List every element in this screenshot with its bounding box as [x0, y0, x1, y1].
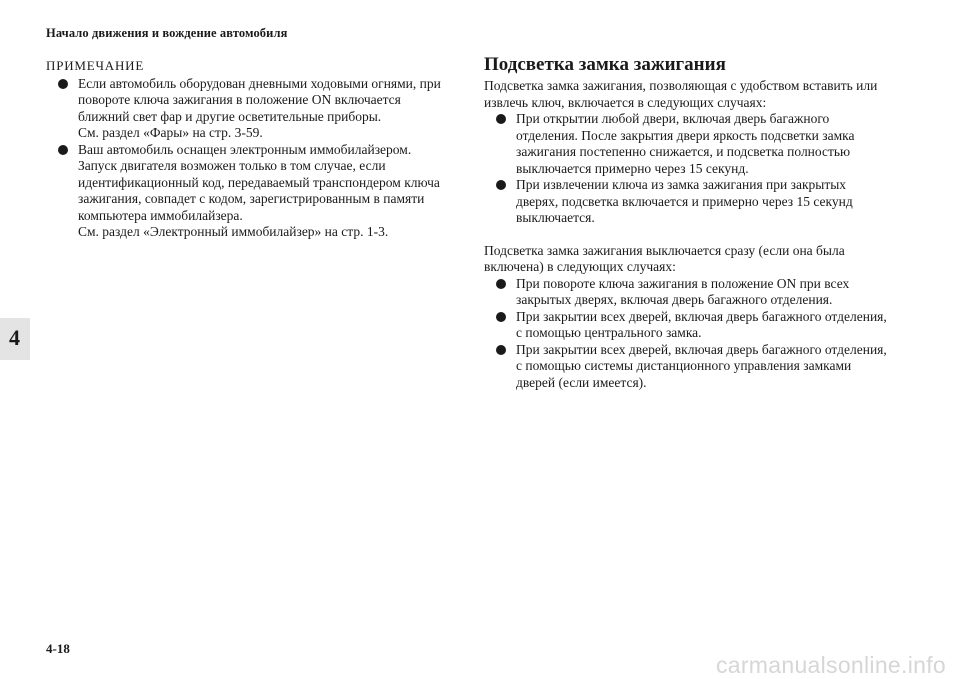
text-line: выключается примерно через 15 секунд. [516, 160, 749, 176]
text-line: дверей (если имеется). [516, 374, 647, 390]
spacer [484, 227, 896, 243]
page-number: 4-18 [46, 641, 70, 656]
text-line: Запуск двигателя возможен только в том случае, если [78, 158, 386, 173]
text-line: компьютера иммобилайзера. [78, 207, 243, 223]
note-item [46, 76, 458, 142]
bullet-icon [496, 345, 506, 355]
text-line: повороте ключа зажигания в положение ON включается [78, 92, 401, 107]
text-line: зажигания постепенно снижается, и подсветка полностью [516, 144, 851, 159]
bullet-icon [58, 145, 68, 155]
text-line: закрытых дверях, включая дверь багажного отделения. [516, 292, 833, 307]
bullet-icon [496, 312, 506, 322]
bullet-icon [496, 279, 506, 289]
off-item [484, 342, 896, 392]
text-line: зажигания, совпадет с кодом, зарегистрированным в памяти [78, 191, 425, 206]
off-paragraph [484, 243, 896, 276]
text-line: При открытии любой двери, включая дверь багажного [516, 111, 830, 126]
text-line: с помощью системы дистанционного управления замками [516, 358, 852, 373]
text-line: отделения. После закрытия двери яркость подсветки замка [516, 127, 855, 143]
text-line: Подсветка замка зажигания, позволяющая с удобством вставить или [484, 78, 878, 93]
text-line: дверях, подсветка включается и примерно через 15 секунд [516, 193, 853, 209]
on-item [484, 111, 896, 177]
left-column [46, 58, 458, 241]
text-line: Подсветка замка зажигания выключается сразу (если она была [484, 242, 845, 258]
chapter-number: 4 [9, 325, 20, 350]
off-item [484, 309, 896, 342]
off-item [484, 276, 896, 309]
bullet-icon [496, 114, 506, 124]
text-line: При извлечении ключа из замка зажигания при закрытых [516, 177, 847, 192]
text-line: выключается. [516, 210, 595, 225]
text-line: с помощью центрального замка. [516, 325, 702, 340]
text-line: идентификационный код, передаваемый транспондером ключа [78, 174, 440, 190]
text-line: ближний свет фар и другие осветительные приборы. [78, 108, 382, 124]
note-title: ПРИМЕЧАНИЕ [46, 58, 145, 73]
on-item [484, 177, 896, 227]
bullet-icon [58, 79, 68, 89]
text-line: См. раздел «Электронный иммобилайзер» на стр. 1-3. [78, 224, 389, 239]
watermark: carmanualsonline.info [715, 652, 946, 678]
section-title: Подсветка замка зажигания [484, 54, 726, 75]
note-item [46, 142, 458, 241]
bullet-icon [496, 180, 506, 190]
right-column [484, 54, 896, 391]
chapter-tab [0, 318, 30, 360]
text-line: При повороте ключа зажигания в положение ON при всех [516, 275, 850, 291]
text-line: При закрытии всех дверей, включая дверь багажного отделения, [516, 308, 887, 324]
intro-paragraph [484, 78, 896, 111]
text-line: включена) в следующих случаях: [484, 259, 676, 274]
text-line: Если автомобиль оборудован дневными ходовыми огнями, при [78, 75, 441, 91]
running-header: Начало движения и вождение автомобиля [46, 26, 288, 40]
text-line: извлечь ключ, включается в следующих случаях: [484, 94, 767, 110]
text-line: При закрытии всех дверей, включая дверь багажного отделения, [516, 341, 887, 357]
text-line: Ваш автомобиль оснащен электронным иммобилайзером. [78, 141, 412, 157]
text-line: См. раздел «Фары» на стр. 3-59. [78, 125, 263, 140]
